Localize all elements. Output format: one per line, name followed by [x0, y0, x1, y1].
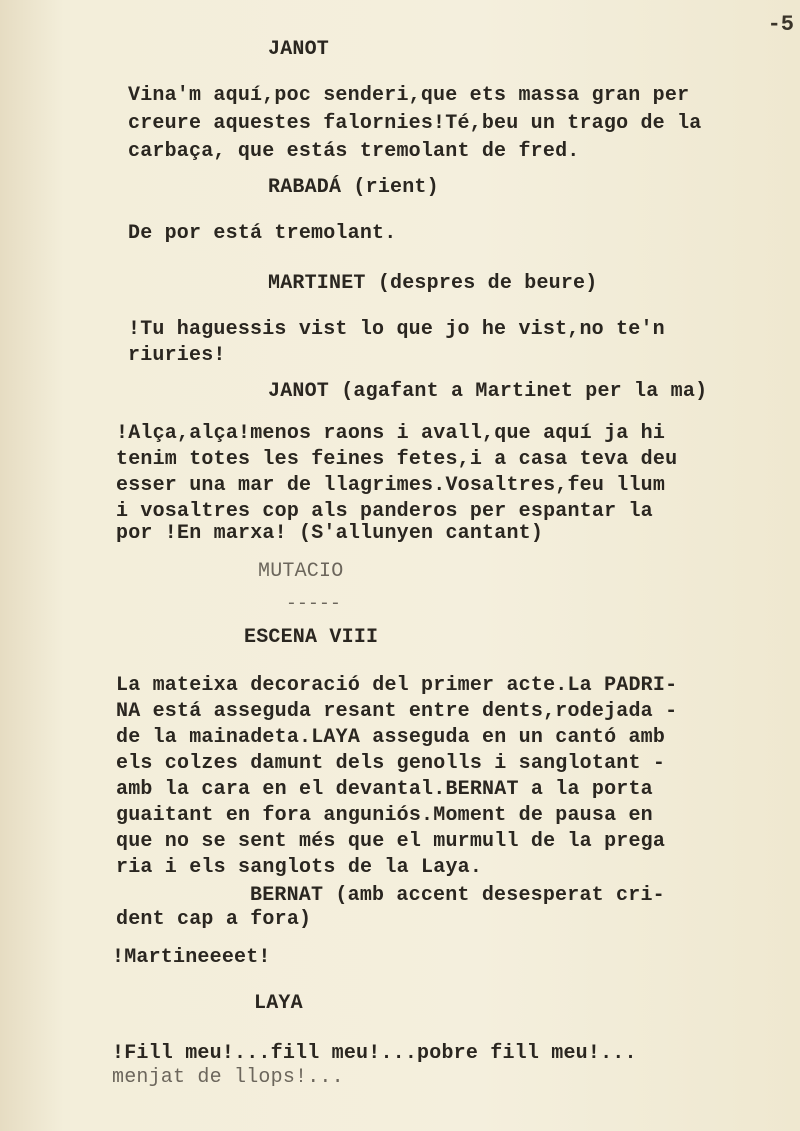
dialogue-line: esser una mar de llagrimes.Vosaltres,feu llum [116, 474, 666, 497]
dialogue-line: De por está tremolant. [128, 222, 397, 245]
scene-title: ESCENA VIII [244, 626, 379, 649]
speaker-martinet: MARTINET (despres de beure) [268, 272, 598, 295]
dialogue-line: !Fill meu!...fill meu!...pobre fill meu!... [112, 1042, 637, 1065]
dialogue-line: !Martineeeet! [112, 946, 271, 969]
stage-direction-line: de la mainadeta.LAYA asseguda en un cantó amb [116, 726, 666, 749]
dialogue-line: por !En marxa! (S'allunyen cantant) [116, 522, 544, 545]
dialogue-line: !Alça,alça!menos raons i avall,que aquí ja hi [116, 422, 666, 445]
stage-direction-line: que no se sent més que el murmull de la prega [116, 830, 666, 853]
speaker-janot: JANOT [268, 38, 330, 61]
dialogue-line: Vina'm aquí,poc senderi,que ets massa gran per [128, 84, 690, 107]
stage-direction-line: els colzes damunt dels genolls i sanglotant - [116, 752, 666, 775]
speaker-bernat: BERNAT (amb accent desesperat cri- [250, 884, 665, 907]
stage-direction-line: La mateixa decoració del primer acte.La PADRI- [116, 674, 678, 697]
stage-direction-line: amb la cara en el devantal.BERNAT a la porta [116, 778, 653, 801]
dialogue-line: !Tu haguessis vist lo que jo he vist,no te'n [128, 318, 665, 341]
page-number: -5 [767, 12, 794, 37]
dialogue-line: creure aquestes falornies!Té,beu un trago de la [128, 112, 702, 135]
dialogue-line: riuries! [128, 344, 226, 367]
speaker-rabada: RABADÁ (rient) [268, 176, 439, 199]
stage-direction-line: guaitant en fora anguniós.Moment de pausa en [116, 804, 653, 827]
separator: ----- [286, 594, 342, 614]
speaker-laya: LAYA [254, 992, 303, 1015]
dialogue-line: i vosaltres cop als panderos per espantar la [116, 500, 653, 523]
mutacio-heading: MUTACIO [258, 560, 344, 583]
dialogue-line: carbaça, que estás tremolant de fred. [128, 140, 580, 163]
stage-direction-line: NA está asseguda resant entre dents,rodejada - [116, 700, 678, 723]
speaker-janot-2: JANOT (agafant a Martinet per la ma) [268, 380, 708, 403]
dialogue-line: dent cap a fora) [116, 908, 312, 931]
stage-direction-line: ria i els sanglots de la Laya. [116, 856, 483, 879]
dialogue-line: menjat de llops!... [112, 1066, 344, 1089]
dialogue-line: tenim totes les feines fetes,i a casa teva deu [116, 448, 678, 471]
